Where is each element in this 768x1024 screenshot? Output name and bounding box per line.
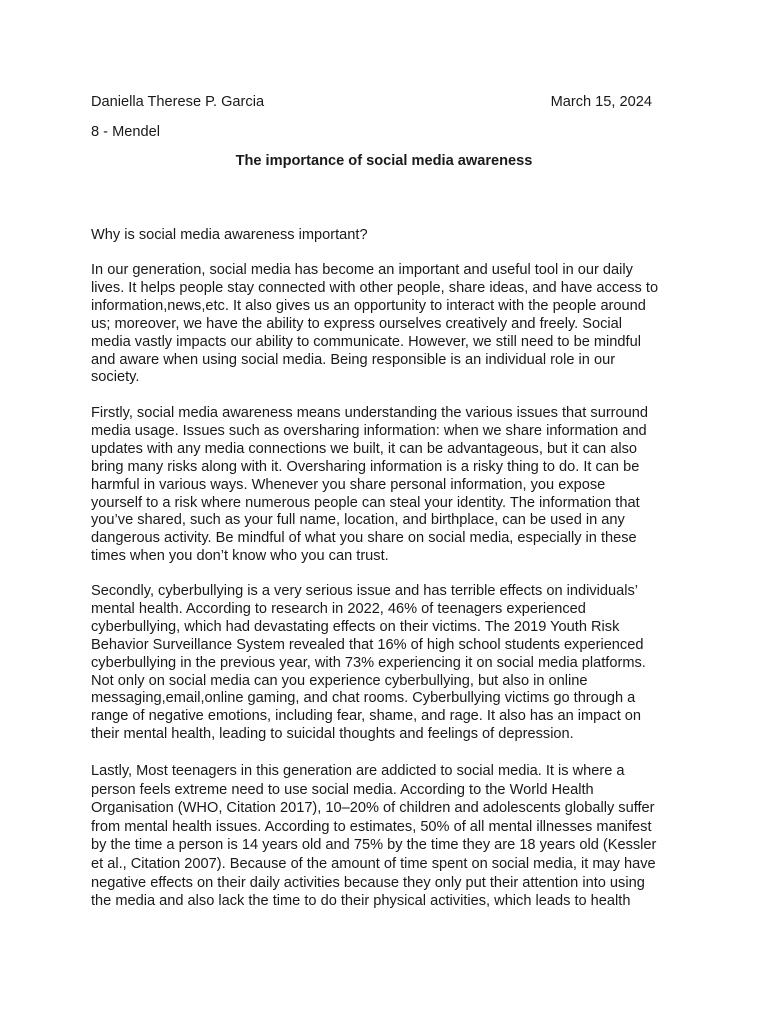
paragraph-line: et al., Citation 2007). Because of the amount of time spent on social media, it may have <box>91 855 656 872</box>
document-date: March 15, 2024 <box>550 94 652 110</box>
paragraph-line: yourself to a risk where numerous people can steal your identity. The information that <box>91 494 640 511</box>
paragraph-line: information,news,etc. It also gives us an opportunity to interact with the people around <box>91 297 646 314</box>
paragraph-line: cyberbullying, which had devastating effects on their victims. The 2019 Youth Risk <box>91 618 620 635</box>
paragraph-line: media usage. Issues such as oversharing information: when we share information and <box>91 422 647 439</box>
paragraph-secondly <box>91 583 681 744</box>
paragraph-line: you’ve shared, such as your full name, location, and birthplace, can be used in any <box>91 512 625 529</box>
paragraph-line: In our generation, social media has become an important and useful tool in our daily <box>91 262 633 278</box>
document-title: The importance of social media awareness <box>235 153 533 169</box>
paragraph-line: range of negative emotions, including fear, shame, and rage. It also has an impact on <box>91 708 642 725</box>
document-title-row <box>0 152 768 170</box>
paragraph-line: from mental health issues. According to estimates, 50% of all mental illnesses manifest <box>91 818 652 835</box>
author-name: Daniella Therese P. Garcia <box>91 94 265 110</box>
paragraph-line: us; moreover, we have the ability to express ourselves creatively and freely. Social <box>91 315 623 332</box>
paragraph-line: Secondly, cyberbullying is a very serious issue and has terrible effects on individuals’ <box>91 583 639 599</box>
paragraph-line: bring many risks along with it. Oversharing information is a risky thing to do. It can be <box>91 458 640 475</box>
paragraph-line: Behavior Surveillance System revealed that 16% of high school students experienced <box>91 636 644 653</box>
paragraph-line: Lastly, Most teenagers in this generation are addicted to social media. It is where a <box>91 763 625 779</box>
paragraph-firstly <box>91 405 681 566</box>
paragraph-line: times when you don’t know who you can trust. <box>91 548 389 565</box>
paragraph-line: messaging,email,online gaming, and chat rooms. Cyberbullying victims go through a <box>91 690 636 707</box>
paragraph-line: and aware when using social media. Being responsible is an individual role in our <box>91 351 616 368</box>
paragraph-line: cyberbullying in the previous year, with 73% experiencing it on social media platforms. <box>91 654 646 671</box>
paragraph-line: Organisation (WHO, Citation 2017), 10–20% of children and adolescents globally suffer <box>91 800 655 817</box>
paragraph-line: harmful in various ways. Whenever you share personal information, you expose <box>91 476 606 493</box>
paragraph-line: person feels extreme need to use social media. According to the World Health <box>91 781 594 798</box>
paragraph-line: dangerous activity. Be mindful of what you share on social media, especially in these <box>91 530 637 547</box>
paragraph-intro <box>91 262 681 387</box>
class-section: 8 - Mendel <box>91 124 160 140</box>
paragraph-line: by the time a person is 14 years old and 75% by the time they are 18 years old (Kessler <box>91 837 657 854</box>
paragraph-line: lives. It helps people stay connected with other people, share ideas, and have access to <box>91 279 659 296</box>
paragraph-line: mental health. According to research in 2022, 46% of teenagers experienced <box>91 600 586 617</box>
paragraph-line: their mental health, leading to suicidal thoughts and feelings of depression. <box>91 726 574 743</box>
essay-question: Why is social media awareness important? <box>91 227 368 243</box>
paragraph-line: Not only on social media can you experience cyberbullying, but also in online <box>91 672 588 689</box>
paragraph-lastly <box>91 762 681 911</box>
paragraph-line: negative effects on their daily activities because they only put their attention into using <box>91 874 645 891</box>
paragraph-line: updates with any media connections we built, it can be advantageous, but it can also <box>91 440 637 457</box>
paragraph-line: the media and also lack the time to do their physical activities, which leads to health <box>91 893 631 910</box>
paragraph-line: media vastly impacts our ability to communicate. However, we still need to be mindful <box>91 333 641 350</box>
paragraph-line: Firstly, social media awareness means understanding the various issues that surround <box>91 405 648 421</box>
paragraph-line: society. <box>91 369 140 386</box>
